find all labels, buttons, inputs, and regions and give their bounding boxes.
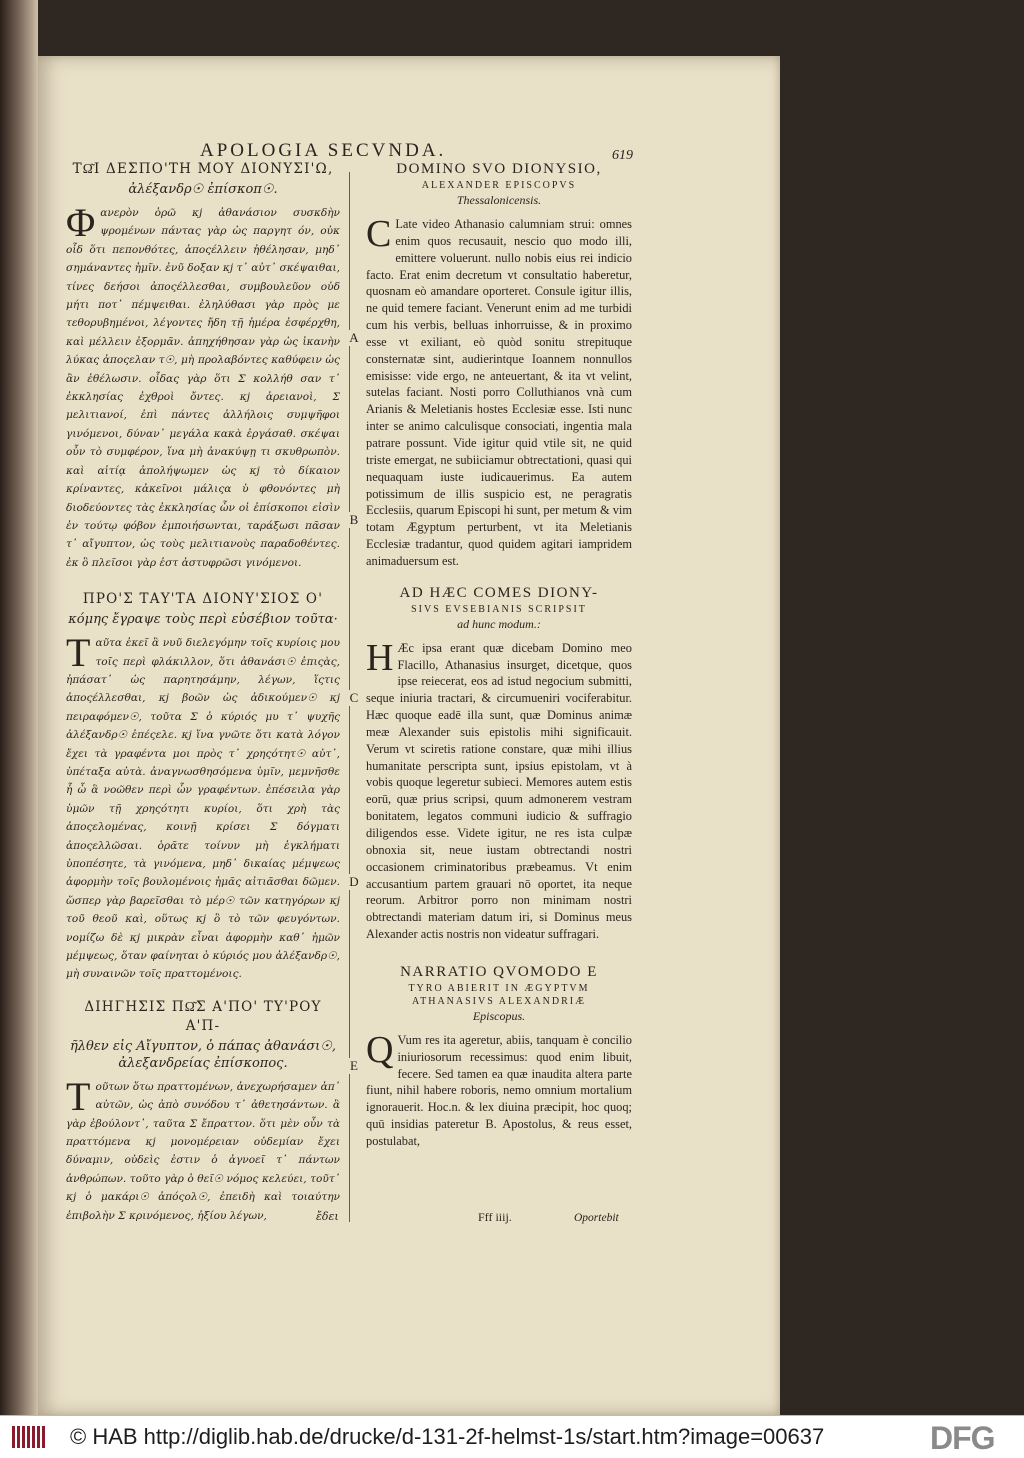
margin-letter-a: A xyxy=(346,330,362,346)
latin-heading-2: AD HÆC COMES DIONY- xyxy=(399,584,599,601)
greek-heading-3-sub: ῆλθεν εἰς Αἴγυπτον, ὁ πάπας ἀθανάσι☉, ἀλεξανδρείας ἐπίσκοπος. xyxy=(69,1038,337,1071)
latin-catchword: Oportebit xyxy=(574,1212,619,1224)
greek-paragraph-3 xyxy=(66,1073,340,1225)
greek-paragraph-3-text: οῦτων ὅτω πραττομένων, ἀνεχωρήσαμεν ἀπ᾽ αὐτῶν, ὡς ἀπὸ συνόδου τ᾽ ἀθετησάντων. ἃ γὰρ ἐβούλοντ᾽, ταῦτα Σ ἔπραττον. ὅτι μὲν οὖν τὰ πραττόμενα κϳ μονομέρειαν οὐδεμίαν ἔχει δύναμιν, οὐδεὶς ἐστιν ὁ ἀγνοεῖ τ᾽ πάντων ἀνθρώπων. τοῦτο γὰρ ὁ θεῖ☉ νόμος κελεύει, τοῦτ᾽ κϳ ὁ μακάρι☉ ἀπόςολ☉, ἐπειδὴ καὶ τοιαύτην ἐπιβολὴν Σ κρινόμενος, ἠξίου λέγων, xyxy=(66,1080,340,1222)
latin-initial-1: C xyxy=(366,213,392,255)
footer-bar xyxy=(0,1415,1024,1458)
greek-initial-3: Τ xyxy=(66,1073,91,1119)
greek-initial-2: Τ xyxy=(66,630,91,676)
latin-heading-1-sub: ALEXANDER EPISCOPVS xyxy=(421,180,577,191)
greek-heading-3: ΔΙΗΓΗΣΙΣ ΠΩ͂Σ Α'ΠΟ' ΤΥ'ΡΟΥ Α'Π- xyxy=(84,998,322,1034)
greek-column xyxy=(66,160,340,1239)
greek-paragraph-1-text: ανερὸν ὁρῶ κϳ ἀθανάσιον συσκδὴν ψρομένων πάντας γὰρ ὡς παργητ όν, οὐκ οἶδ ὅτι πεπονθότες, ἀποςέλλειν ἠθέλησαν, μηδ᾽ σημάναντες ἡμῖν. ἐνῦ δοξαν κϳ τ᾽ αὐτ᾽ σκέψαιθαι, τίνες δεήσοι ἀποςέλλεσθαι, συμβουλεῦον οὐδ μήτι ποτ᾽ πέμψειθαι. ἐληλύθασι γὰρ πρὸς με τεθορυβημένοι, λέγοντες ἤδη τῇ ἡμέρα ἐσφέρχθη, καὶ μέλλειν ἐξορμᾶν. ἀπηχήθησαν γὰρ ὡς ἰκανὴν λύκας ἀποςελαν τ☉, μὴ προλαβόντες καθύφειν ὡς ἂν ἐθέλωσιν. οἶδας γὰρ ὅτι Σ κολλήθ σαν τ᾽ ἐκκλησίας ἐχθροὶ ὄντες. κϳ ἀρειανοὶ, Σ μελιτιανοί, ἐπὶ πάντες ἀλλήλοις συμψῆφοι γινόμενοι, δύναν᾽ μεγάλα κακὰ ἐργάσαθ. σκέψαι οὖν τὸ συμφέρον, ἵνα μὴ ἀνακύψῃ τι σκυθρωπὸν. καὶ αἰτίᾳ ἀπολήψωμεν ὡς κϳ τὸ δίκαιον κρίναντες, κἀκεῖνοι μάλιςα ὑ φθονόντες μὴ διοδεύοντες τὰς ἐκκλησίας ὧν οἱ ἐπίσκοποι εἰσὶν ἐν τούτῳ φόβον ἐμποιήσωνται, ταράξωσι πᾶσαν τ᾽ αἴγυπτον, ὡς τοὺς μελιτιανοὺς παραδοθέντες. ἐκ ὃ πλεῖσοι γὰρ ἐστ ἀστυφρῶσι γινόμενοι. xyxy=(66,207,340,569)
dfg-logo: DFG xyxy=(926,1420,995,1457)
margin-letter-d: D xyxy=(346,874,362,890)
book-spine xyxy=(0,0,40,1415)
latin-heading-3-sub: TYRO ABIERIT IN ÆGYPTVM ATHANASIVS ALEXANDRIÆ xyxy=(408,982,590,1007)
barcode-icon xyxy=(12,1426,46,1448)
latin-initial-3: Q xyxy=(366,1028,394,1071)
latin-paragraph-3-text: Vum res ita ageretur, abiis, tanquam è concilio iniuriosorum recessimus: quod enim libuit, fecere. Sed tamen ea quæ inaudita altera parte fiunt, nihil habere roboris, nemo omnium mortalium ignorauerit. Hoc.n. & lex diuina præcipit, hoc quoq; quū insidias pateretur B. Apostolus, & reus esset, postulabat, xyxy=(366,1032,632,1148)
margin-letter-e: E xyxy=(346,1058,362,1074)
latin-heading-1: DOMINO SVO DIONYSIO, xyxy=(396,161,602,177)
latin-column xyxy=(366,160,632,1164)
greek-paragraph-2-text: αῦτα ἐκεῖ ἃ νυῦ διελεγόμην τοῖς κυρίοις μου τοῖς περὶ φλάκιλλον, ὅτι ἀθανάσι☉ ἐπιςὰς, ἠπάσατ᾽ ὡς παρητησάμην, λέγων, ἵςτις ἀποςέλλεσθαι, κϳ βοῶν ὡς ἀδικούμεν☉ κϳ πειραφόμεν☉, τοῦτα Σ ὁ κύριός μυ τ᾽ ψυχῆς ἀλέξανδρ☉ ἐπέςελε. κϳ ἵνα γνῶτε ὅτι κατὰ λόγον ἔχει τὰ γραφέντα μοι πρὸς τ᾽ χρηςότητ☉ αὐτ᾽, ὑπέταξα αὐτὰ. ἀναγνωσθησόμενα ὑμῖν, μεμνῆσθε ἧ ὧ ἃ νοῶθεν περὶ ὧν γραφέντων. ἐπέσειλα γὰρ ὑμῶν τῇ χρηςότητι κυρίοι, ὅτι χρὴ τὰς ἀποςελομένας, κοινῇ κρίσει Σ δόγματι ἀποςελλῶσαι. ὁρᾶτε τοίνυν μὴ ἐγκλήματι ὑποπέσητε, τὰ γινόμενα, μηδ᾽ δικαίας μέμψεως ἀφορμὴν τοῖς βουλομένοις ἡμᾶς αἰτιᾶσθαι δῶμεν. ὥσπερ γὰρ βαρεῖσθαι τὸ μέρ☉ τῶν κατηγόρων κϳ τοῦ θεοῦ καὶ, οὕτως κϳ ὃ τὸ τῶν φευγόντων. νομίζω δὲ κϳ μικρὰν εἶναι ἀφορμὴν καθ᾽ ἡμῶν μέμψεως, ὅταν φαίνηται ὁ κύριός μου ἀλέξανδρ☉, μὴ συναινῶν τοῖς πραττομένοις. xyxy=(66,637,340,981)
running-head: APOLOGIA SECVNDA. xyxy=(200,140,447,161)
latin-heading-2-italic: ad hunc modum.: xyxy=(457,616,541,631)
greek-heading-1: ΤΩ͂Ι ΔΕΣΠΟ'ΤΗ ΜΟΥ ΔΙΟΝΥΣΙ'Ω, xyxy=(72,161,334,177)
greek-paragraph-2 xyxy=(66,630,340,984)
greek-paragraph-1 xyxy=(66,200,340,572)
folio-number: 619 xyxy=(612,148,633,163)
latin-paragraph-1 xyxy=(366,213,632,570)
latin-paragraph-3 xyxy=(366,1028,632,1150)
background-top xyxy=(38,0,780,56)
latin-heading-3-italic: Episcopus. xyxy=(472,1008,526,1023)
latin-heading-3: NARRATIO QVOMODO E xyxy=(400,963,598,980)
latin-paragraph-1-text: Late video Athanasio calumniam strui: omnes enim quos recusauit, nescio quo modo illi, emittere voluerunt. nullo nobis eius rei indicio facto. Erat enim decretum vt consultatio haberetur, quosnam eò amandare oporteret. Consule igitur illis, ne quid temere faciant. Venerunt enim ad me turbidi cum his verbis, belluas inhorruisse, & in proximo esse vt exiliant, eò quòd sonitu strepituque consternatæ sint, audierintque Ioannem nonnullos emisisse: vide ergo, ne anteuertant, & ita vt velint, sutelas faciant. Nosti porro Colluthianos vnà cum Arianis & Meletianis hostes Ecclesiæ esse. Isti nunc inter se animo calculisque consociati, ingentia mala patrare possunt. Vide igitur quid vtile sit, ne quid triste emergat, ne subiiciamur obtrectationi, quasi qui nequaquam iuste iudicauerimus. Ea autem potissimum de illis suspicio est, ne peragratis Ecclesiis, quarum Episcopi hi sunt, per metum & vim totam Ægyptum perturbent, vt ita Meletianis Ecclesiæ tradantur, quod quidem agitari iampridem animaduersum est. xyxy=(366,217,632,568)
margin-letter-b: B xyxy=(346,512,362,528)
footer-url[interactable]: © HAB http://diglib.hab.de/drucke/d-131-2f-helmst-1s/start.htm?image=00637 xyxy=(70,1424,825,1449)
latin-initial-2: H xyxy=(366,636,394,679)
latin-paragraph-2 xyxy=(366,636,632,943)
latin-heading-1-italic: Thessalonicensis. xyxy=(456,193,542,207)
greek-initial-1: Φ xyxy=(66,200,96,245)
margin-letter-c: C xyxy=(346,690,362,706)
greek-heading-2-sub: κόμης ἔγραψε τοὺς περὶ εὐσέβιον τοῦτα· xyxy=(68,612,338,628)
greek-heading-2: ΠΡΟ'Σ ΤΑΥ'ΤΑ ΔΙΟΝΥ'ΣΙΟΣ Ο' xyxy=(82,591,324,608)
latin-heading-2-sub: SIVS EVSEBIANIS SCRIPSIT xyxy=(411,603,587,615)
background-right xyxy=(780,0,1024,1415)
signature-mark: Fff iiij. xyxy=(478,1210,512,1224)
greek-heading-1-sub: ἀλέξανδρ☉ ἐπίσκοπ☉. xyxy=(128,182,278,197)
greek-catchword: ἔδει xyxy=(316,1210,339,1223)
latin-paragraph-2-text: Æc ipsa erant quæ dicebam Domino meo Flacillo, Athanasius insurget, dicetque, quos ipse reiecerat, eos ad istud negocium submitti, seque iniuria tractari, & circumueniri vociferabitur. Hæc quoque eadē illa sunt, quæ Dominus animæ meæ Alexander suis epistolis mihi significauit. Verum vt sciretis ratione constare, quæ mihi illius humanitate perscripta sunt, ipsius epistolam, vt à vobis quoque legeretur subieci. Memores autem estis eorū, quæ prius scripsi, quum admonerem vestram bonitatem, legatos communi iudicio & suffragio diligendos esse. Videte igitur, ne res ista culpæ obnoxia sit, neue iustam obtrectandi nostri occasionem criminatoribus præbeamus. Vt enim accusantium partem grauari nō oportet, ita neque reorum. Arbitror porro non minimam nostri obtrectandi materiam datum iri, si Dominus meus Alexander actis nostris non videatur suffragari. xyxy=(366,640,632,942)
